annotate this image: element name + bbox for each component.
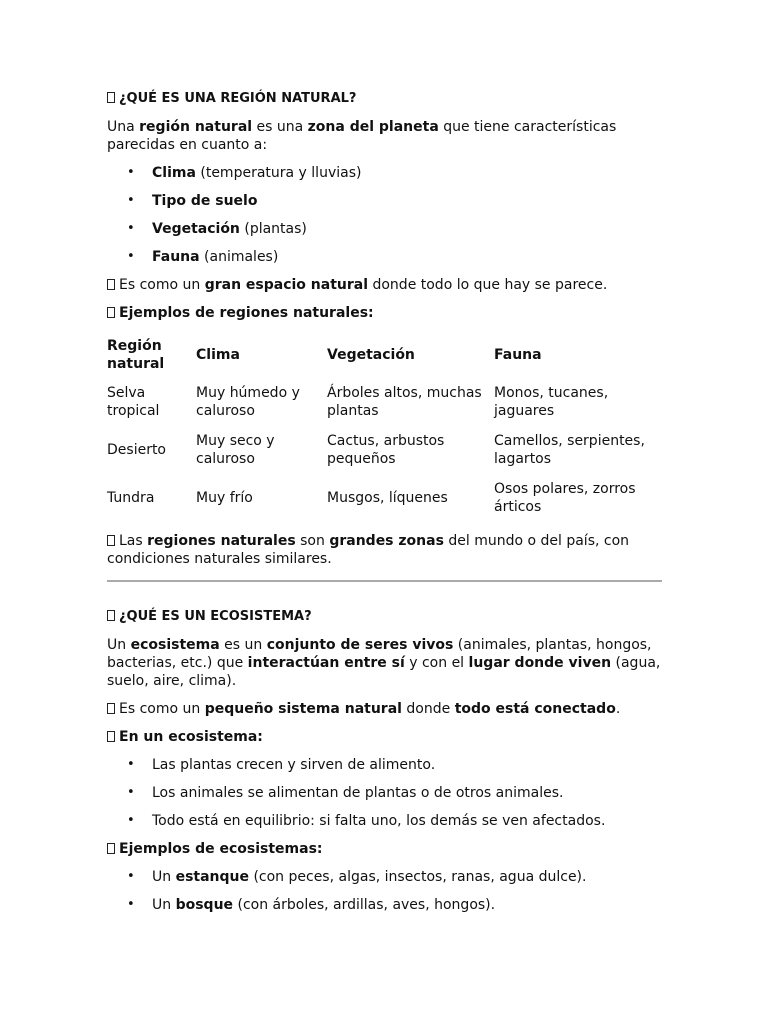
section-divider [107, 580, 662, 582]
placeholder-glyph-icon [107, 610, 115, 621]
document-page [107, 90, 662, 924]
table-cell: Osos polares, zorros árticos [494, 481, 636, 515]
list-item: • Clima (temperatura y lluvias) [107, 164, 662, 182]
table-header-row [107, 332, 662, 378]
placeholder-glyph-icon [107, 92, 115, 103]
list-item: • Vegetación (plantas) [107, 220, 662, 238]
ecosystem-examples-list [107, 868, 662, 914]
table-row [107, 378, 662, 426]
list-item: • Todo está en equilibrio: si falta uno, los demás se ven afectados. [107, 812, 662, 830]
list-item: • Los animales se alimentan de plantas o de otros animales. [107, 784, 662, 802]
ecosystem-facts-list [107, 756, 662, 830]
table-header: Región natural [107, 338, 165, 372]
list-item: • Un estanque (con peces, algas, insectos, ranas, agua dulce). [107, 868, 662, 886]
placeholder-glyph-icon [107, 703, 115, 714]
list-item: • Las plantas crecen y sirven de alimento. [107, 756, 662, 774]
list-item: • Tipo de suelo [107, 192, 662, 210]
ecosystem-intro: Un ecosistema es un conjunto de seres vivos (animales, plantas, hongos, bacterias, etc.) que interactúan entre sí y con el lugar donde viven (agua, suelo, aire, clima). [107, 637, 661, 689]
ecosystem-in-heading: En un ecosistema: [107, 728, 662, 746]
placeholder-glyph-icon [107, 279, 115, 290]
placeholder-glyph-icon [107, 731, 115, 742]
table-header: Vegetación [327, 347, 415, 363]
region-note: Es como un gran espacio natural donde todo lo que hay se parece. [107, 276, 662, 294]
list-item: • Fauna (animales) [107, 248, 662, 266]
table-header: Fauna [494, 347, 542, 363]
table-cell: Tundra [107, 490, 155, 506]
table-cell: Cactus, arbustos pequeños [327, 433, 445, 467]
list-item: • Un bosque (con árboles, ardillas, aves, hongos). [107, 896, 662, 914]
table-cell: Camellos, serpientes, lagartos [494, 433, 645, 467]
ecosystem-note: Es como un pequeño sistema natural donde todo está conectado. [107, 700, 662, 718]
table-cell: Musgos, líquenes [327, 490, 448, 506]
region-summary: Las regiones naturales son grandes zonas del mundo o del país, con condiciones naturales similares. [107, 533, 630, 567]
region-examples-heading: Ejemplos de regiones naturales: [107, 304, 662, 322]
placeholder-glyph-icon [107, 535, 115, 546]
placeholder-glyph-icon [107, 307, 115, 318]
table-cell: Árboles altos, muchas plantas [327, 385, 482, 419]
ecosystem-examples-heading: Ejemplos de ecosistemas: [107, 840, 662, 858]
table-cell: Desierto [107, 442, 167, 458]
table-row [107, 426, 662, 474]
region-heading: ¿QUÉ ES UNA REGIÓN NATURAL? [107, 90, 662, 108]
table-cell: Muy frío [196, 490, 253, 506]
table-cell: Selva tropical [107, 385, 160, 419]
region-intro: Una región natural es una zona del planeta que tiene características parecidas en cuanto a: [107, 119, 617, 153]
table-cell: Muy húmedo y caluroso [196, 385, 300, 419]
regions-table [107, 332, 662, 522]
table-cell: Monos, tucanes, jaguares [494, 385, 609, 419]
ecosystem-heading: ¿QUÉ ES UN ECOSISTEMA? [107, 608, 662, 626]
table-row [107, 474, 662, 522]
table-header: Clima [196, 347, 240, 363]
placeholder-glyph-icon [107, 843, 115, 854]
region-characteristics-list [107, 164, 662, 266]
table-cell: Muy seco y caluroso [196, 433, 275, 467]
